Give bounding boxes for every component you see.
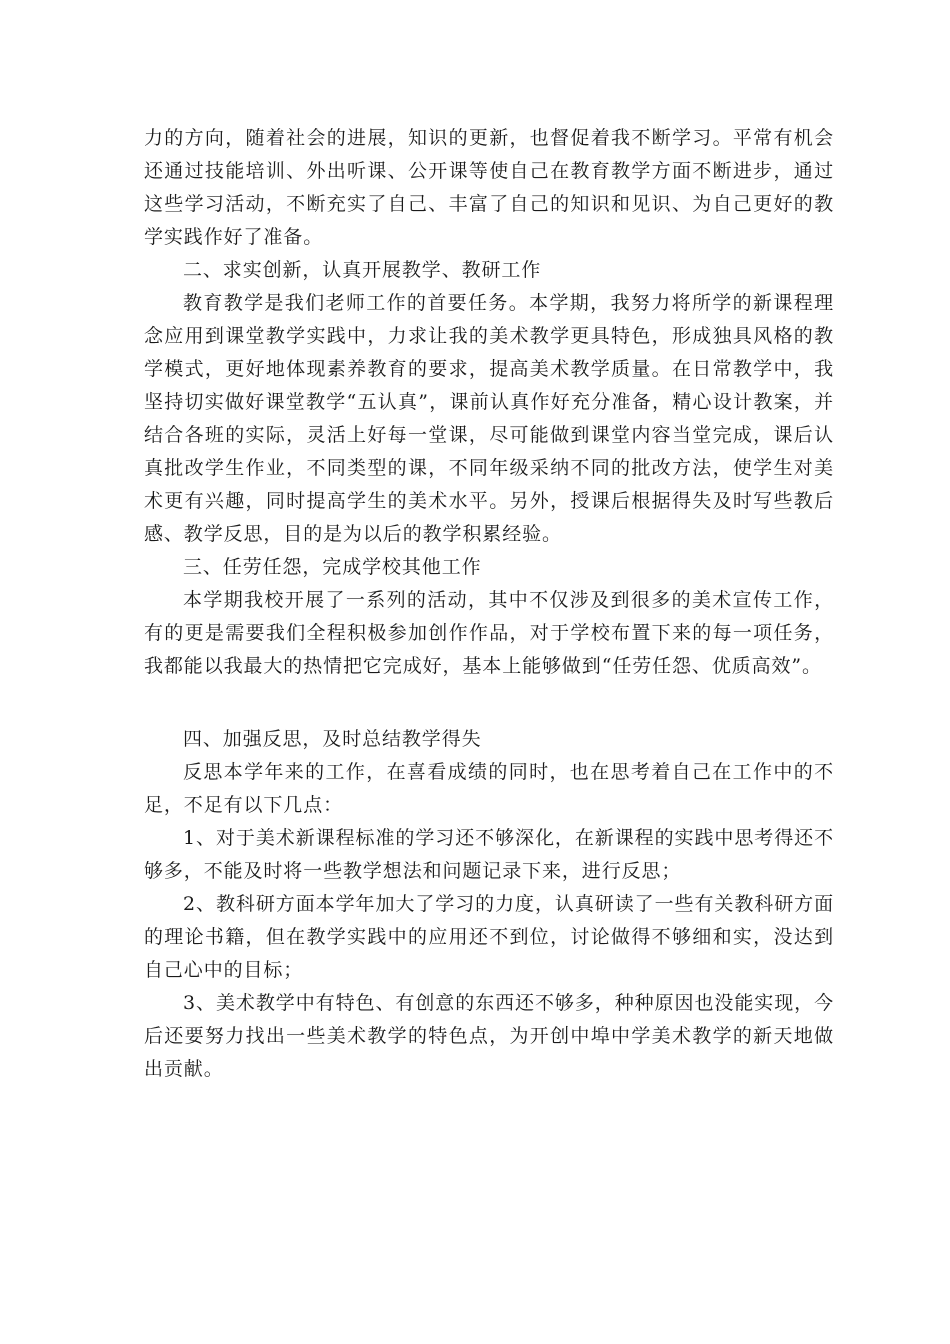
section-heading-3: 三、任劳任怨，完成学校其他工作: [183, 556, 482, 578]
paragraph-section-4-intro: 反思本学年来的工作，在喜看成绩的同时，也在思考着自己在工作中的不足，不足有以下几点：: [144, 761, 834, 816]
blank-line: [144, 683, 834, 723]
section-heading-4: 四、加强反思，及时总结教学得失: [183, 728, 482, 750]
list-item-1: 1、对于美术新课程标准的学习还不够深化，在新课程的实践中思考得还不够多，不能及时将一些教学想法和问题记录下来，进行反思；: [144, 827, 834, 882]
list-item-2: 2、教科研方面本学年加大了学习的力度，认真研读了一些有关教科研方面的理论书籍，但在教学实践中的应用还不到位，讨论做得不够细和实，没达到自己心中的目标；: [144, 893, 834, 981]
section-heading-2: 二、求实创新，认真开展教学、教研工作: [183, 259, 542, 281]
paragraph-section-2: 教育教学是我们老师工作的首要任务。本学期，我努力将所学的新课程理念应用到课堂教学实践中，力求让我的美术教学更具特色，形成独具风格的教学模式，更好地体现素养教育的要求，提高美术教学质量。在日常教学中，我坚持切实做好课堂教学“五认真”，课前认真作好充分准备，精心设计教案，并结合各班的实际，灵活上好每一堂课，尽可能做到课堂内容当堂完成，课后认真批改学生作业，不同类型的课，不同年级采纳不同的批改方法，使学生对美术更有兴趣，同时提高学生的美术水平。另外，授课后根据得失及时写些教后感、教学反思，目的是为以后的教学积累经验。: [144, 292, 834, 545]
document-body: [144, 122, 834, 1086]
list-item-3: 3、美术教学中有特色、有创意的东西还不够多，种种原因也没能实现，今后还要努力找出一些美术教学的特色点，为开创中埠中学美术教学的新天地做出贡献。: [144, 992, 834, 1080]
paragraph-section-3: 本学期我校开展了一系列的活动，其中不仅涉及到很多的美术宣传工作，有的更是需要我们全程积极参加创作作品，对于学校布置下来的每一项任务，我都能以我最大的热情把它完成好，基本上能够做到“任劳任怨、优质高效”。: [144, 589, 834, 677]
paragraph-continuation: 力的方向，随着社会的进展，知识的更新，也督促着我不断学习。平常有机会还通过技能培训、外出听课、公开课等使自己在教育教学方面不断进步，通过这些学习活动，不断充实了自己、丰富了自己的知识和见识、为自己更好的教学实践作好了准备。: [144, 127, 834, 248]
